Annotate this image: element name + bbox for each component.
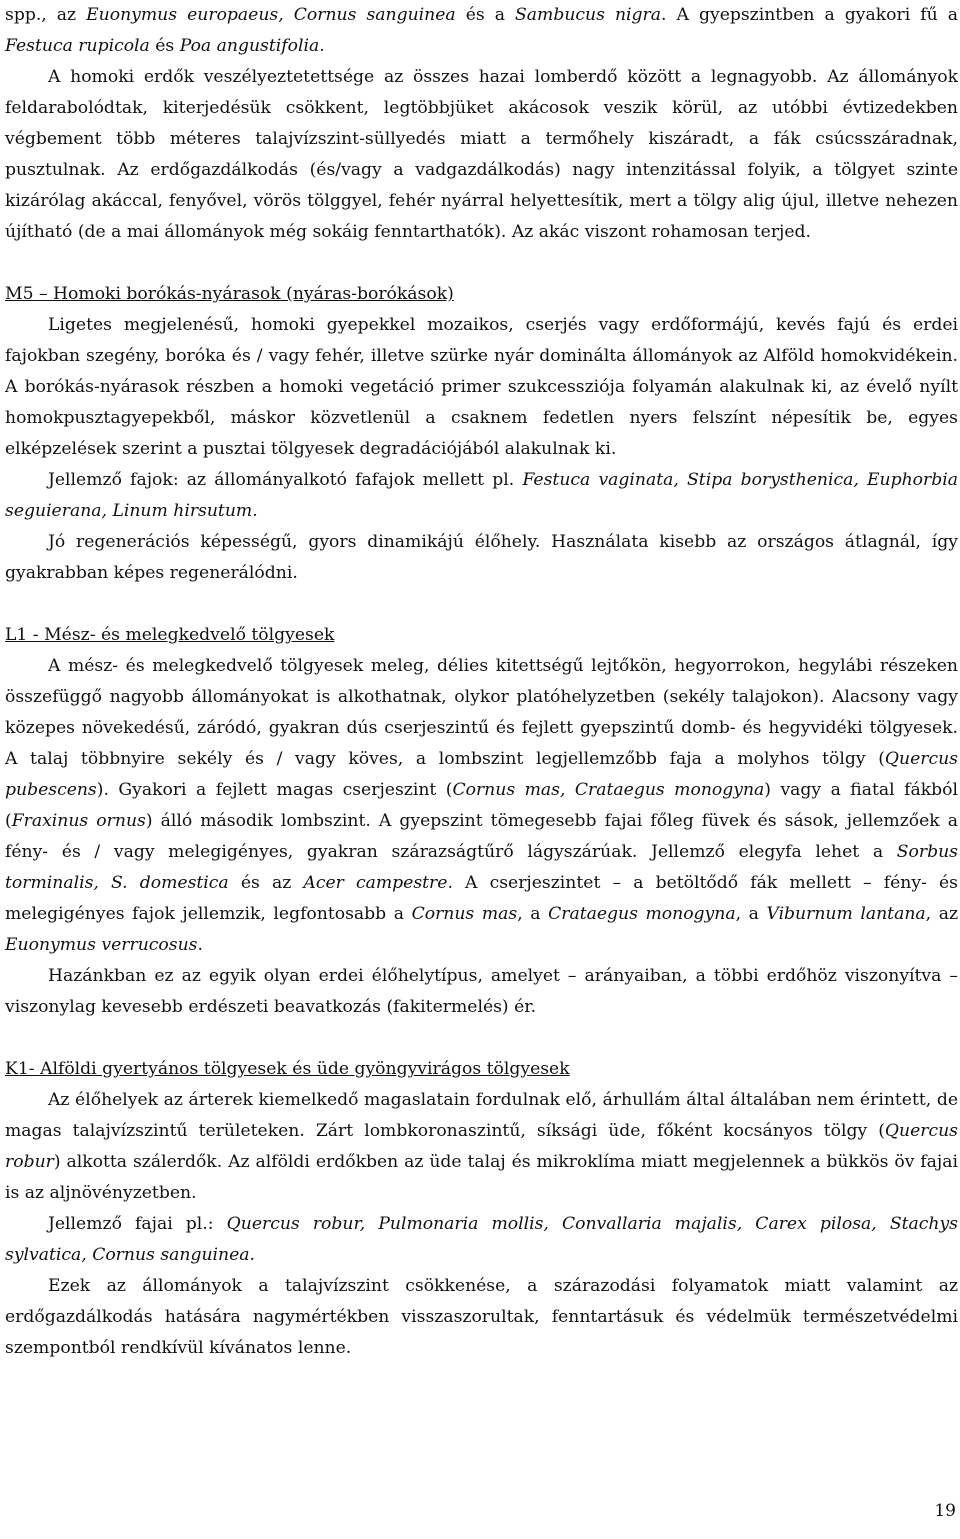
text-run: Ligetes megjelenésű, homoki gyepekkel mozaikos, cserjés vagy erdőformájú, kevés fajú és erdei fajokban szegény, boróka és / vagy fehér, illetve szürke nyár dominálta állományok az Alföld homokvidékein. A borókás-nyárasok részben a homoki vegetáció primer szukcessziója folyamán alakulnak ki, az évelő nyílt homokpusztagyepekből, máskor közvetlenül a csaknem fedetlen nyers felszínt népesítik be, egyes elképzelések szerint a pusztai tölgyesek degradációjából alakulnak ki. xyxy=(5,315,958,459)
text-run: A mész- és melegkedvelő tölgyesek meleg, délies kitettségű lejtőkön, hegyorrokon, hegylábi részeken összefüggő nagyobb állományokat is alkothatnak, olykor platóhelyzetben (sekély talajokon). Alacsony vagy közepes növekedésű, záródó, gyakran dús cserjeszintű és fejlett gyepszintű domb- és hegyvidéki tölgyesek. A talaj többnyire sekély és / vagy köves, a lombszint legjellemzőbb faja a molyhos tölgy ( xyxy=(5,656,958,769)
text-run: L1 - Mész- és melegkedvelő tölgyesek xyxy=(5,625,335,645)
italic-text-run: Sorbus torminalis, S. domestica xyxy=(5,842,958,893)
paragraph xyxy=(5,527,958,589)
text-run: . xyxy=(319,36,325,56)
paragraph-gap xyxy=(5,589,958,620)
italic-text-run: Crataegus monogyna xyxy=(548,904,736,924)
italic-text-run: Cornus mas, Crataegus monogyna xyxy=(452,780,765,800)
italic-text-run: Festuca rupicola xyxy=(5,36,150,56)
paragraph xyxy=(5,62,958,248)
paragraph xyxy=(5,1209,958,1271)
text-run: . xyxy=(197,935,203,955)
text-run: M5 – Homoki borókás-nyárasok (nyáras-borókások) xyxy=(5,284,454,304)
italic-text-run: Quercus robur xyxy=(5,1121,958,1172)
text-run: . A cserjeszintet – a betöltődő fák mellett – fény- és melegigényes fajok jellemzik, legfontosabb a xyxy=(5,873,958,924)
text-run: , az xyxy=(925,904,958,924)
text-run: ). Gyakori a fejlett magas cserjeszint ( xyxy=(96,780,453,800)
italic-text-run: Cornus mas xyxy=(411,904,518,924)
section-heading xyxy=(5,620,958,651)
italic-text-run: Poa angustifolia xyxy=(179,36,320,56)
paragraph xyxy=(5,465,958,527)
paragraph-gap xyxy=(5,1023,958,1054)
paragraph xyxy=(5,0,958,62)
text-run: . A gyepszintben a gyakori fű a xyxy=(661,5,958,25)
text-run: és xyxy=(149,36,180,56)
italic-text-run: Viburnum lantana xyxy=(766,904,926,924)
text-run: ) álló második lombszint. A gyepszint tömegesebb fajai főleg füvek és sások, jellemzőek a fény- és / vagy melegigényes, gyakran szárazságtűrő lágyszárúak. Jellemző elegyfa lehet a xyxy=(5,811,959,862)
text-run: spp., az xyxy=(5,5,87,25)
text-run: Hazánkban ez az egyik olyan erdei élőhelytípus, amelyet – arányaiban, a többi erdőhöz viszonyítva – viszonylag kevesebb erdészeti beavatkozás (fakitermelés) ér. xyxy=(5,966,958,1017)
text-run: ) vagy a fiatal fákból ( xyxy=(5,780,958,831)
italic-text-run: Quercus robur, Pulmonaria mollis, Convallaria majalis, Carex pilosa, Stachys sylvatica, Cornus sanguinea. xyxy=(5,1214,958,1265)
section-heading xyxy=(5,279,958,310)
italic-text-run: Quercus pubescens xyxy=(5,749,958,800)
text-run: , a xyxy=(735,904,767,924)
italic-text-run: Euonymus europaeus, Cornus sanguinea xyxy=(86,5,456,25)
text-run: Jó regenerációs képességű, gyors dinamikájú élőhely. Használata kisebb az országos átlagnál, így gyakrabban képes regenerálódni. xyxy=(5,532,958,583)
italic-text-run: Euonymus verrucosus xyxy=(5,935,198,955)
text-run: és a xyxy=(455,5,516,25)
page-number: 19 xyxy=(934,1501,956,1521)
paragraph-gap xyxy=(5,248,958,279)
text-run: Ezek az állományok a talajvízszint csökkenése, a szárazodási folyamatok miatt valamint az erdőgazdálkodás hatására nagymértékben visszaszorultak, fenntartásuk és védelmük természetvédelmi szempontból rendkívül kívánatos lenne. xyxy=(5,1276,958,1358)
section-heading xyxy=(5,1054,958,1085)
paragraph xyxy=(5,310,958,465)
text-run: ) alkotta szálerdők. Az alföldi erdőkben az üde talaj és mikroklíma miatt megjelennek a bükkös öv fajai is az aljnövényzetben. xyxy=(5,1152,958,1203)
italic-text-run: Sambucus nigra xyxy=(515,5,662,25)
paragraph xyxy=(5,961,958,1023)
italic-text-run: Fraxinus ornus xyxy=(11,811,146,831)
text-run: , a xyxy=(517,904,549,924)
paragraph xyxy=(5,1085,958,1209)
text-run: és az xyxy=(228,873,304,893)
text-run: Jellemző fajai pl.: xyxy=(48,1214,227,1234)
text-run: A homoki erdők veszélyeztetettsége az összes hazai lomberdő között a legnagyobb. Az állományok feldarabolódtak, kiterjedésük csökkent, legtöbbjüket akácosok veszik körül, az utóbbi évtizedekben végbement több méteres talajvízszint-süllyedés miatt a termőhely kiszáradt, a fák csúcsszáradnak, pusztulnak. Az erdőgazdálkodás (és/vagy a vadgazdálkodás) nagy intenzitással folyik, a tölgyet szinte kizárólag akáccal, fenyővel, vörös tölggyel, fehér nyárral helyettesítik, mert a tölgy alig újul, illetve nehezen újítható (de a mai állományok még sokáig fenntarthatók). Az akác viszont rohamosan terjed. xyxy=(5,67,958,242)
text-run: Jellemző fajok: az állományalkotó fafajok mellett pl. xyxy=(48,470,523,490)
body-text xyxy=(5,0,958,1364)
paragraph xyxy=(5,651,958,961)
text-run: Az élőhelyek az árterek kiemelkedő magaslatain fordulnak elő, árhullám által általában nem érintett, de magas talajvízszintű területeken. Zárt lombkoronaszintű, síksági üde, főként kocsányos tölgy ( xyxy=(5,1090,958,1141)
paragraph xyxy=(5,1271,958,1364)
italic-text-run: Festuca vaginata, Stipa borysthenica, Euphorbia seguierana, Linum hirsutum. xyxy=(5,470,958,521)
italic-text-run: Acer campestre xyxy=(303,873,448,893)
text-run: K1- Alföldi gyertyános tölgyesek és üde gyöngyvirágos tölgyesek xyxy=(5,1059,570,1079)
